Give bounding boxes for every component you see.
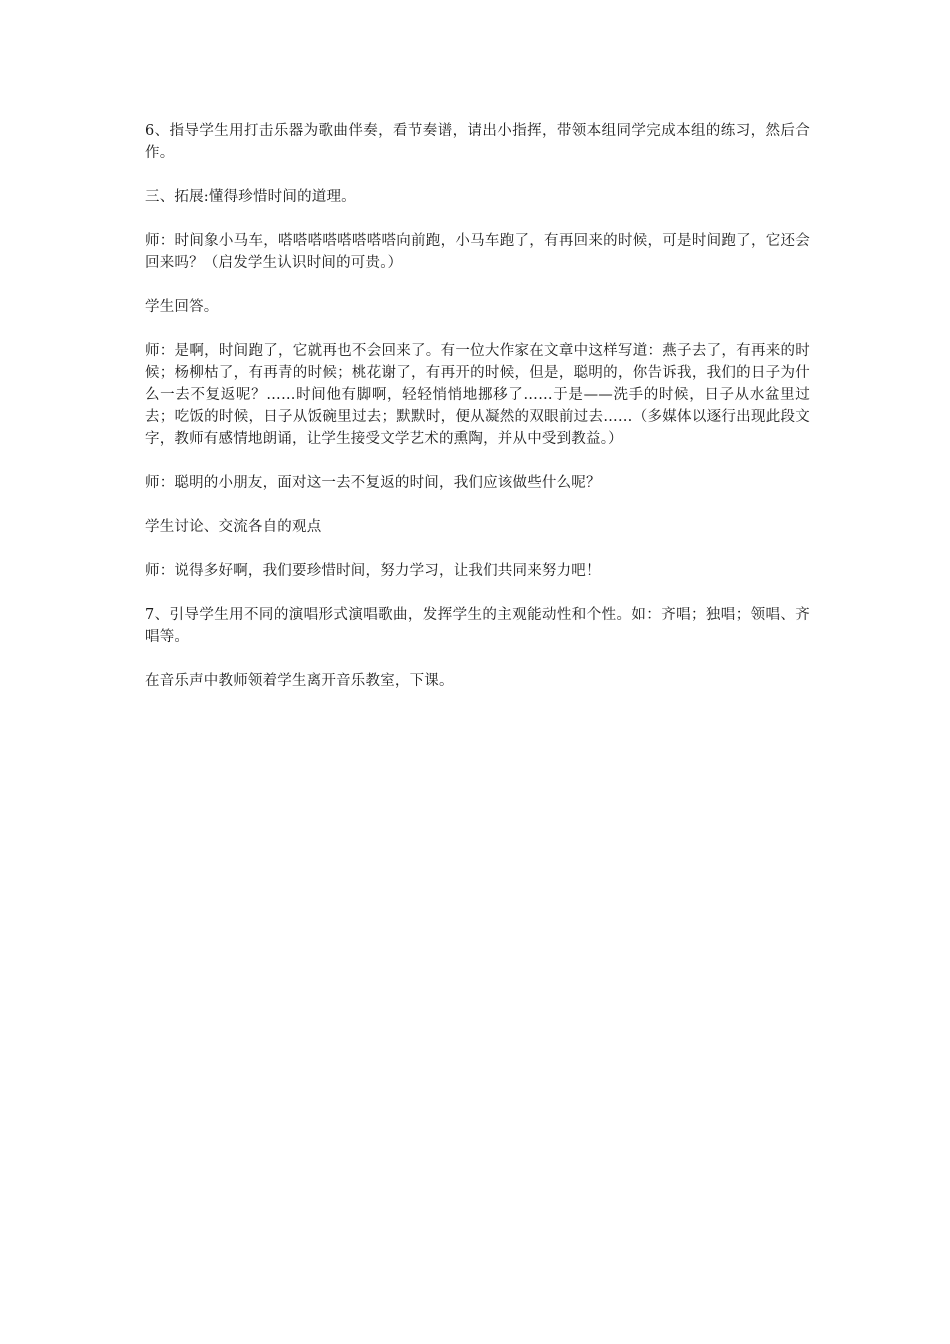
document-body: [145, 120, 810, 714]
paragraph-teacher-quote: 师：是啊，时间跑了，它就再也不会回来了。有一位大作家在文章中这样写道：燕子去了，有再来的时候；杨柳枯了，有再青的时候；桃花谢了，有再开的时候，但是，聪明的，你告诉我，我们的日子为什么一去不复返呢？……时间他有脚啊，轻轻悄悄地挪移了……于是——洗手的时候，日子从水盆里过去；吃饭的时候，日子从饭碗里过去；默默时，便从凝然的双眼前过去……（多媒体以逐行出现此段文字，教师有感情地朗诵，让学生接受文学艺术的熏陶，并从中受到教益。）: [145, 343, 810, 447]
paragraph-teacher-question: 师：时间象小马车，嗒嗒嗒嗒嗒嗒嗒嗒向前跑，小马车跑了，有再回来的时候，可是时间跑了，它还会回来吗？（启发学生认识时间的可贵。）: [145, 233, 810, 271]
paragraph-teacher-encouragement: 师：说得多好啊，我们要珍惜时间，努力学习，让我们共同来努力吧！: [145, 563, 601, 579]
paragraph-closing: 在音乐声中教师领着学生离开音乐教室，下课。: [145, 673, 454, 689]
paragraph-student-answer: 学生回答。: [145, 299, 219, 315]
paragraph-step-6: 6、指导学生用打击乐器为歌曲伴奏，看节奏谱，请出小指挥，带领本组同学完成本组的练习，然后合作。: [145, 123, 810, 161]
paragraph-student-discussion: 学生讨论、交流各自的观点: [145, 519, 322, 535]
paragraph-teacher-prompt: 师：聪明的小朋友，面对这一去不复返的时间，我们应该做些什么呢？: [145, 475, 601, 491]
paragraph-step-7: 7、引导学生用不同的演唱形式演唱歌曲，发挥学生的主观能动性和个性。如：齐唱；独唱；领唱、齐唱等。: [145, 607, 810, 645]
section-heading-extension: 三、拓展:懂得珍惜时间的道理。: [145, 189, 356, 205]
